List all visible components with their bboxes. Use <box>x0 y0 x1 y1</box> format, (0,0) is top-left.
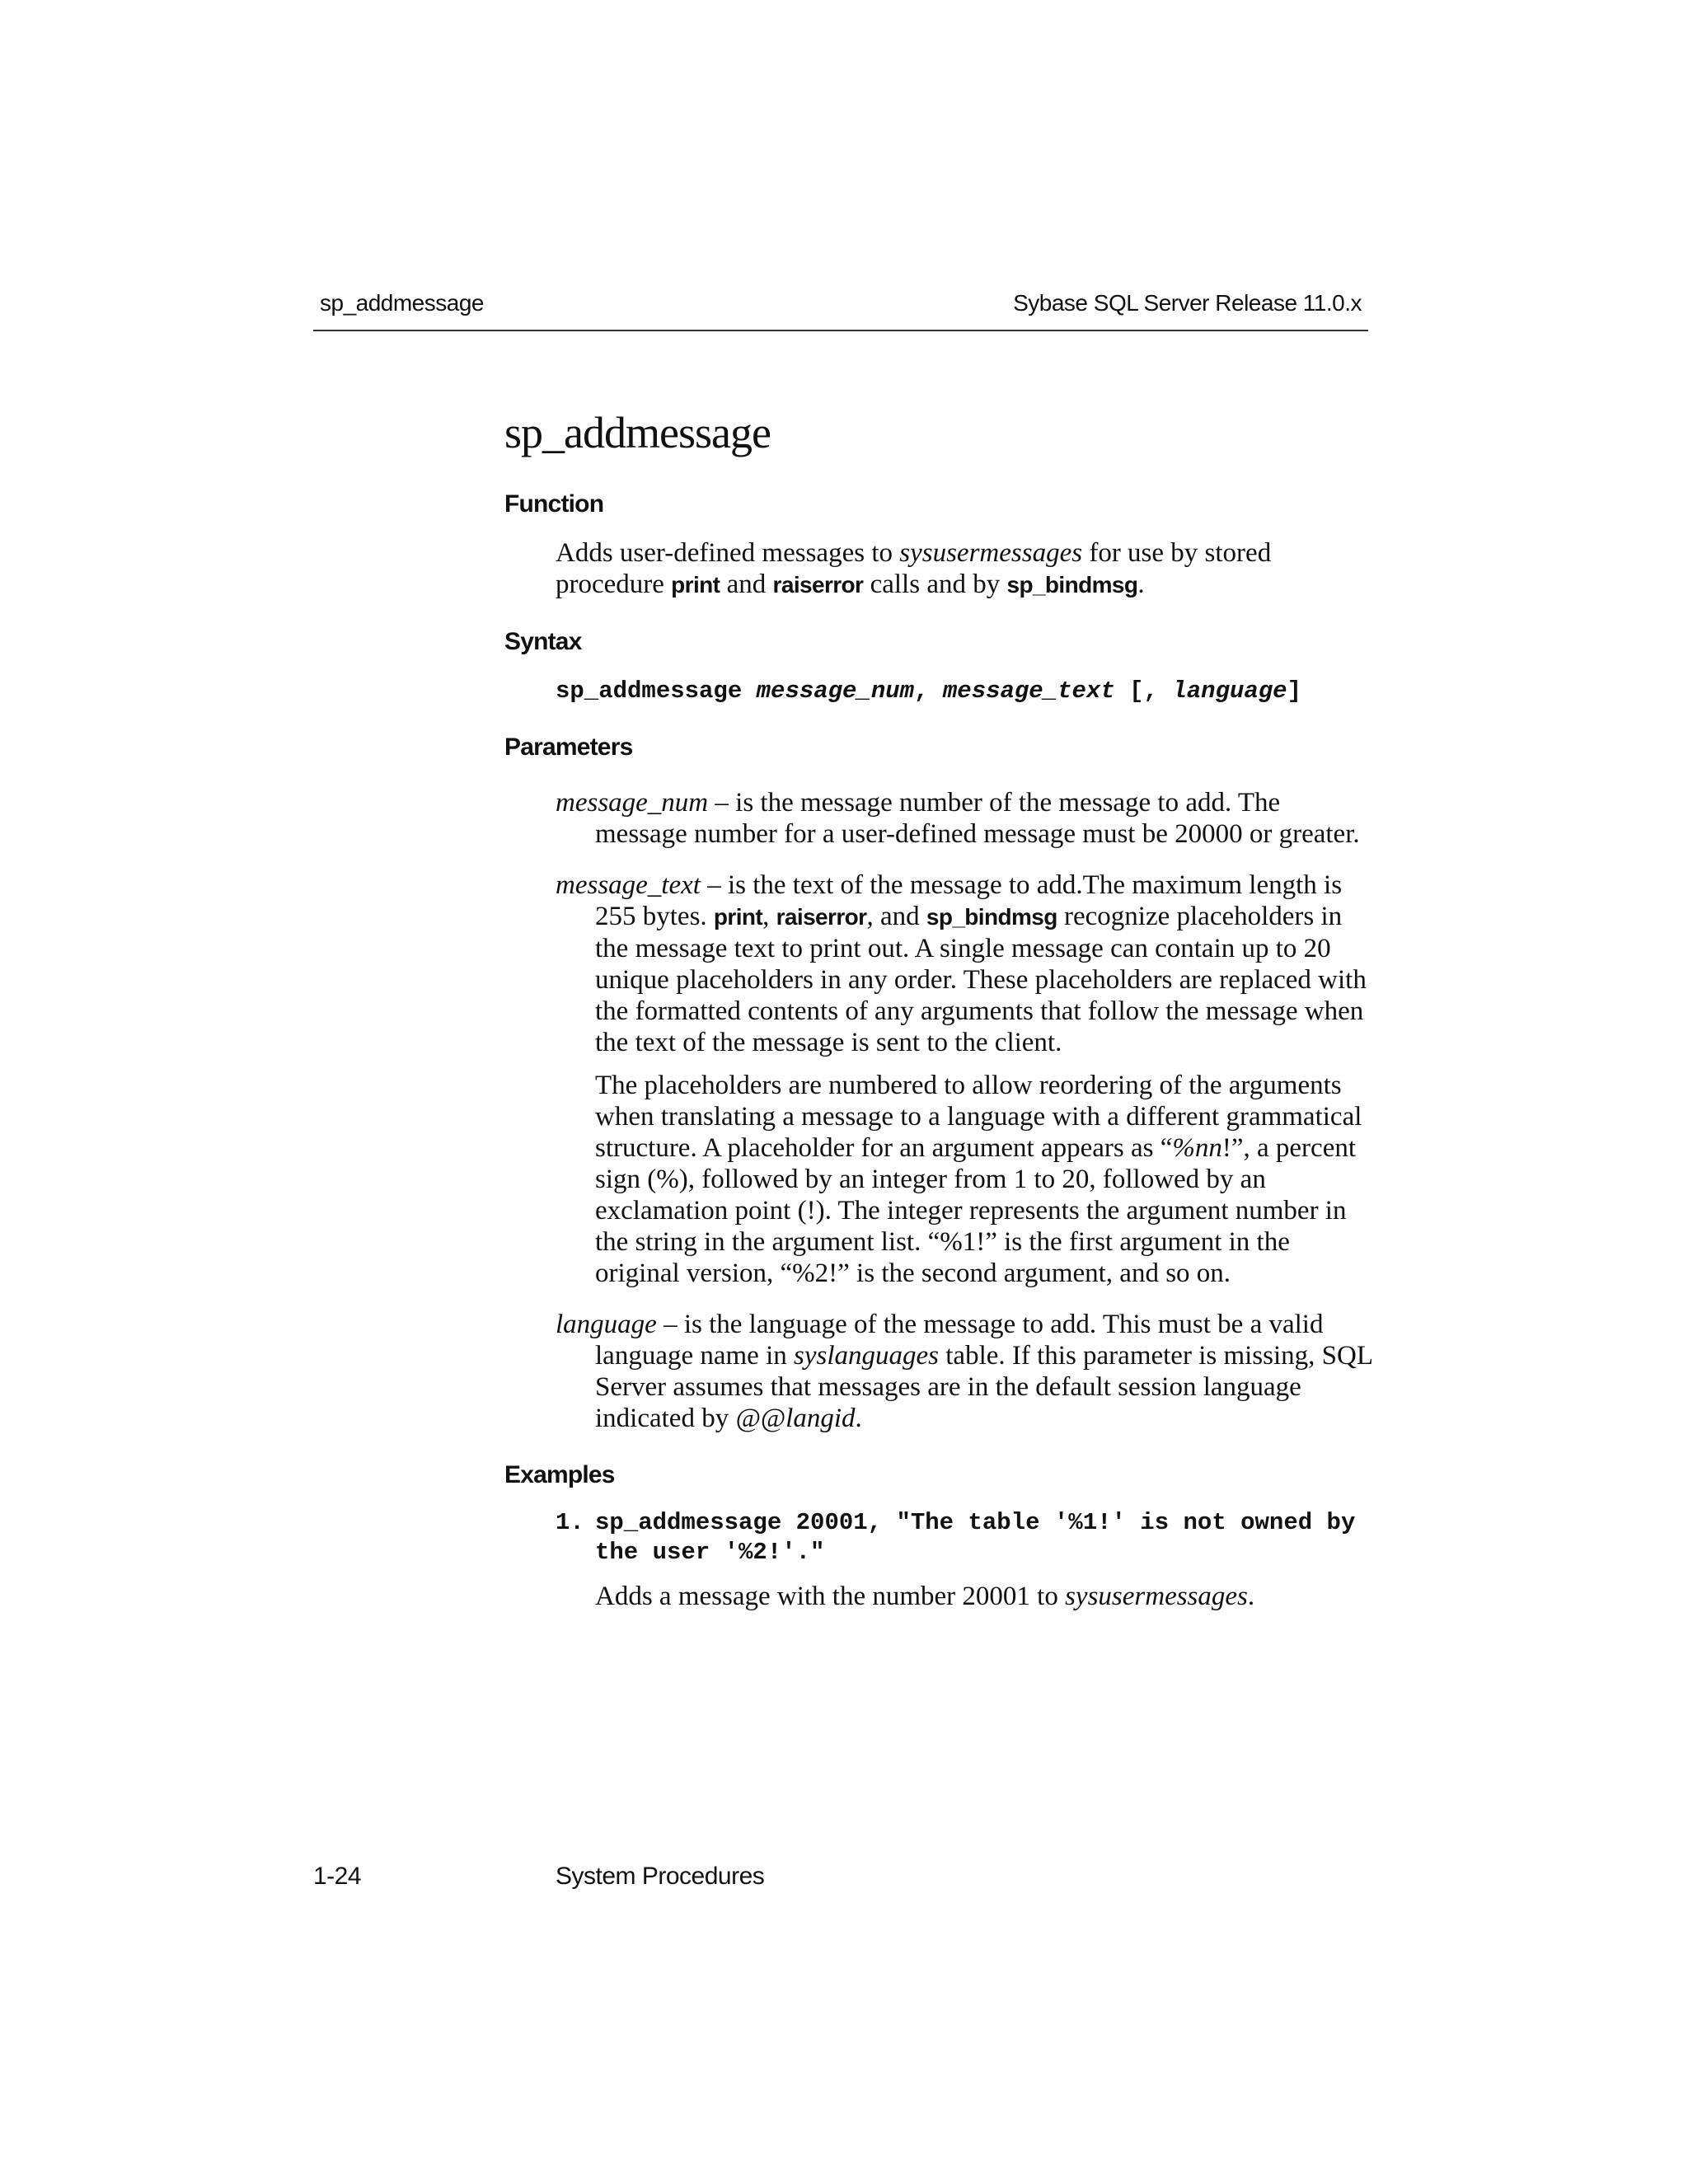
syntax-arg: message_num <box>756 677 915 705</box>
param-message-text-note: The placeholders are numbered to allow reordering of the arguments when translating a message to a language with a different grammatical structure. A placeholder for an argument appears as “%nn!”, a percent sign (%), followed by an integer from 1 to 20, followed by an exclamation point (!). The integer represents the argument number in the string in the argument list. “%1!” is the first argument in the original version, “%2!” is the second argument, and so on. <box>595 1071 1362 1288</box>
command-name: sp_bindmsg <box>926 904 1057 930</box>
param-name: message_num <box>556 788 709 818</box>
running-header <box>313 290 1368 331</box>
page-footer <box>313 1863 1368 1896</box>
example-number: 1. <box>556 1509 584 1536</box>
table-name: sysusermessages <box>1065 1582 1248 1611</box>
command-name: raiserror <box>772 572 864 598</box>
param-message-text: message_text – is the text of the message to add.The maximum length is 255 bytes. print, raiserror, and sp_bindmsg recognize placeholders in the message text to print out. A single message can contain up to 20 unique placeholders in any order. These placeholders are replaced with the formatted contents of any arguments that follow the message when the text of the message is sent to the client. <box>556 870 1367 1057</box>
global-variable: @@langid <box>735 1404 856 1433</box>
page-number: 1-24 <box>313 1863 362 1890</box>
syntax-line: sp_addmessage message_num, message_text [, language] <box>556 677 1301 705</box>
command-name: sp_bindmsg <box>1006 572 1138 598</box>
command-name: raiserror <box>776 904 867 930</box>
param-language: language – is the language of the message to add. This must be a valid language name in syslanguages table. If this parameter is missing, SQL Server assumes that messages are in the default session language indicated by @@langid. <box>556 1310 1372 1433</box>
parameters-heading: Parameters <box>504 733 633 761</box>
command-name: print <box>671 572 720 598</box>
footer-title: System Procedures <box>556 1863 765 1890</box>
header-left-text: sp_addmessage <box>320 290 484 316</box>
example-description: Adds a message with the number 20001 to sysusermessages. <box>595 1582 1255 1611</box>
command-name: print <box>713 904 763 930</box>
function-heading: Function <box>504 490 604 518</box>
syntax-arg: language <box>1172 677 1287 705</box>
param-name: message_text <box>556 870 701 900</box>
example-code <box>556 1508 1378 1568</box>
page-content <box>504 404 1378 1612</box>
table-name: syslanguages <box>794 1341 939 1371</box>
header-right-text: Sybase SQL Server Release 11.0.x <box>1013 290 1362 316</box>
syntax-arg: message_text <box>942 677 1115 705</box>
examples-heading: Examples <box>504 1461 615 1488</box>
table-name: sysusermessages <box>899 538 1083 568</box>
syntax-heading: Syntax <box>504 628 582 655</box>
param-message-num: message_num – is the message number of the message to add. The message number for a user-defined message must be 20000 or greater. <box>556 788 1360 849</box>
page-title: sp_addmessage <box>504 408 771 457</box>
function-description: Adds user-defined messages to sysusermessages for use by stored procedure print and raiserror calls and by sp_bindmsg. <box>556 538 1272 599</box>
param-name: language <box>556 1310 657 1339</box>
example-code-text: sp_addmessage 20001, "The table '%1!' is not owned by the user '%2!'." <box>595 1509 1356 1566</box>
